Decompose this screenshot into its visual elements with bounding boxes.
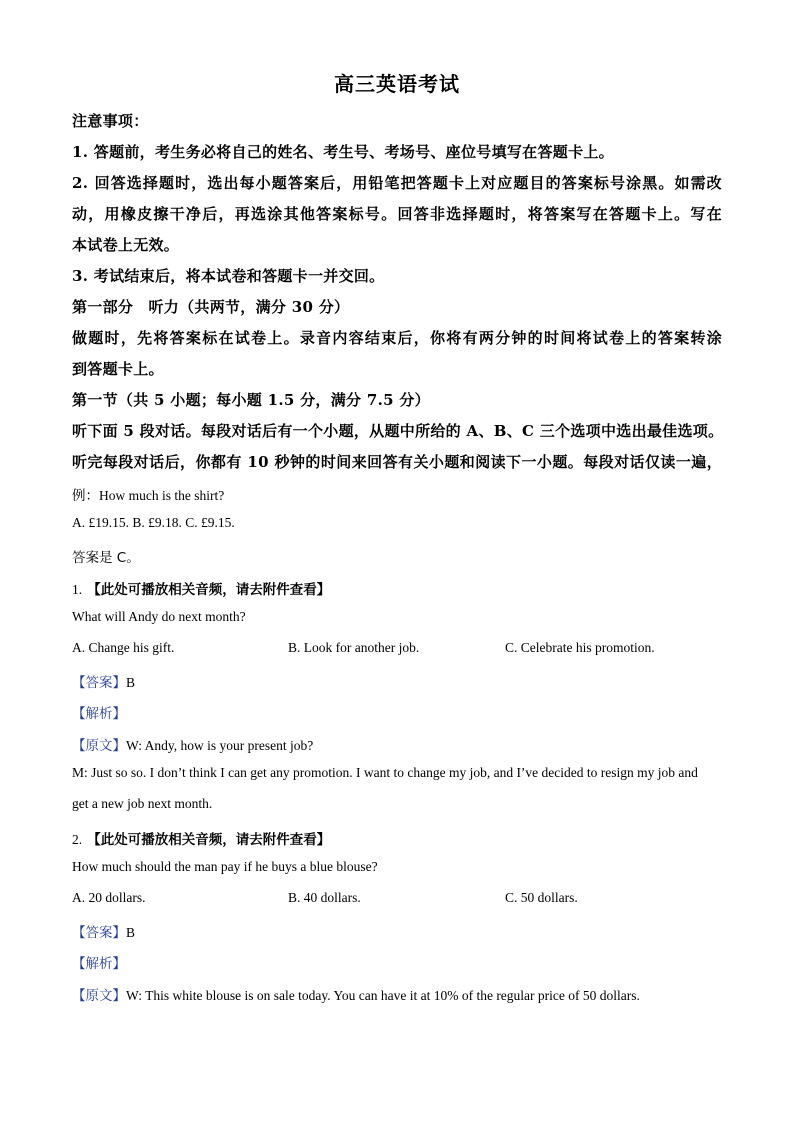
q2-answer-tag: 【答案】 [72, 925, 126, 941]
q2-answer: B [126, 925, 136, 940]
q1-answer-line [72, 671, 135, 691]
q1-transcript-line-1 [72, 734, 313, 754]
q1-transcript-line-2: M: Just so so. I don’t think I can get any promotion. I want to change my job, and I’ve decided to resign my job and [72, 765, 698, 780]
example-question-line [72, 484, 224, 504]
q2-question: How much should the man pay if he buys a blue blouse? [72, 859, 378, 874]
q1-transcript-line-3: get a new job next month. [72, 796, 213, 811]
page-title: 高三英语考试 [334, 72, 460, 96]
q2-analysis-tag: 【解析】 [72, 956, 126, 972]
q2-option-a: A. 20 dollars. [72, 890, 146, 905]
example-prefix: 例： [72, 488, 99, 504]
q1-option-a: A. Change his gift. [72, 640, 175, 655]
q2-audio-note[interactable]: 【此处可播放相关音频，请去附件查看】 [87, 832, 331, 848]
q1-audio-line [72, 578, 330, 598]
q2-option-b: B. 40 dollars. [288, 890, 361, 905]
part1-heading: 第一部分 听力（共两节，满分 30 分） [72, 298, 350, 316]
q1-option-c: C. Celebrate his promotion. [505, 640, 655, 655]
q2-option-c: C. 50 dollars. [505, 890, 578, 905]
q2-transcript-line-1 [72, 984, 640, 1004]
q2-number: 2. [72, 832, 83, 847]
q1-answer-tag: 【答案】 [72, 675, 126, 691]
q2-transcript-text-1: W: This white blouse is on sale today. You can have it at 10% of the regular price of 50 dollars. [126, 988, 640, 1003]
notice-heading: 注意事项： [72, 112, 149, 130]
q1-transcript-text-1: W: Andy, how is your present job? [126, 738, 314, 753]
q1-number: 1. [72, 582, 83, 597]
q1-analysis-tag: 【解析】 [72, 706, 126, 722]
example-answer: 答案是 C。 [72, 550, 140, 566]
notice-item-2-line-3: 本试卷上无效。 [72, 236, 180, 254]
section1-heading: 第一节（共 5 小题；每小题 1.5 分，满分 7.5 分） [72, 391, 430, 409]
q1-answer: B [126, 675, 136, 690]
q2-transcript-tag: 【原文】 [72, 988, 126, 1004]
section1-desc-line-1: 听下面 5 段对话。每段对话后有一个小题，从题中所给的 A、B、C 三个选项中选出最佳选项。 [72, 422, 724, 440]
part1-desc-line-2: 到答题卡上。 [72, 360, 164, 378]
q2-answer-line [72, 921, 135, 941]
q1-question: What will Andy do next month? [72, 609, 246, 624]
notice-item-3: 3. 考试结束后，将本试卷和答题卡一并交回。 [72, 267, 385, 285]
notice-item-1: 1. 答题前，考生务必将自己的姓名、考生号、考场号、座位号填写在答题卡上。 [72, 143, 614, 161]
q1-audio-note[interactable]: 【此处可播放相关音频，请去附件查看】 [87, 582, 331, 598]
q2-analysis-line [72, 952, 126, 972]
notice-item-2-line-1: 2. 回答选择题时，选出每小题答案后，用铅笔把答题卡上对应题目的答案标号涂黑。如需改 [72, 174, 722, 192]
q1-option-b: B. Look for another job. [288, 640, 420, 655]
example-question: How much is the shirt? [99, 488, 225, 503]
part1-desc-line-1: 做题时，先将答案标在试卷上。录音内容结束后，你将有两分钟的时间将试卷上的答案转涂 [72, 329, 722, 347]
q1-analysis-line [72, 702, 126, 722]
example-options: A. £19.15. B. £9.18. C. £9.15. [72, 515, 235, 530]
q1-transcript-tag: 【原文】 [72, 738, 126, 754]
notice-item-2-line-2: 动，用橡皮擦干净后，再选涂其他答案标号。回答非选择题时，将答案写在答题卡上。写在 [72, 205, 722, 223]
q2-audio-line [72, 828, 330, 848]
section1-desc-line-2: 听完每段对话后，你都有 10 秒钟的时间来回答有关小题和阅读下一小题。每段对话仅读一遍， [72, 453, 722, 471]
